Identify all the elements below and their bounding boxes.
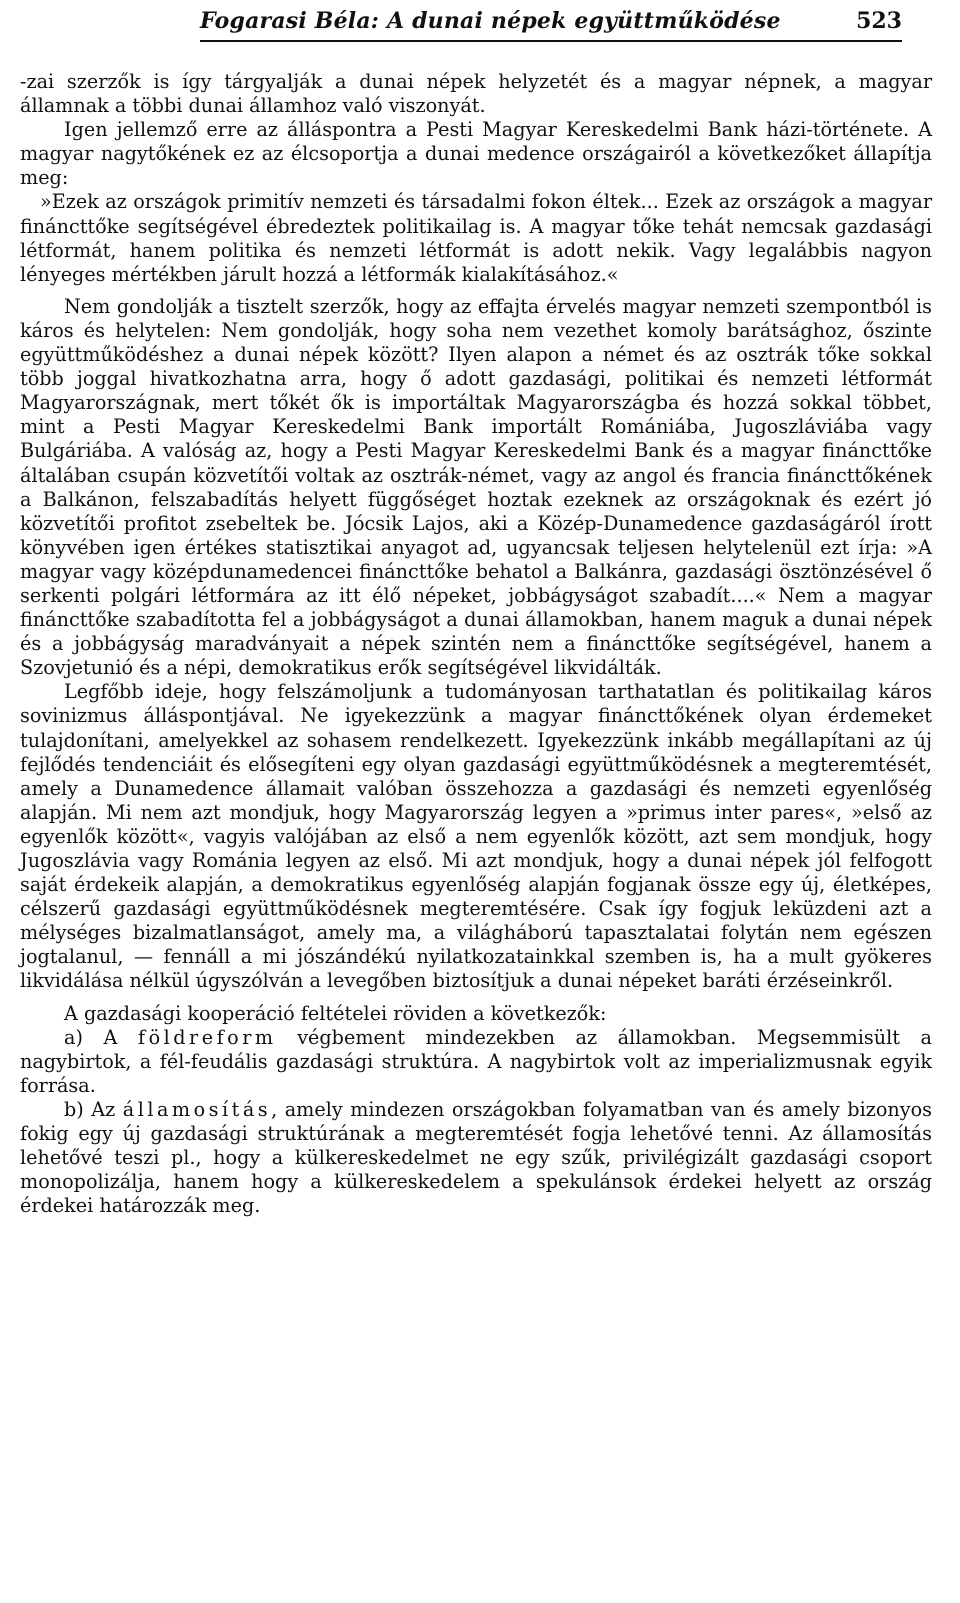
item-b-text: , amely mindezen országokban folyamatban van és amely bizonyos fokig egy új gazdasági struktúrának a megteremtését fogja lehetővé tenni. Az államosítás lehetővé teszi pl., hogy a külkereskedelmet ne egy szűk, privilégizált gazdasági csoport monopolizálja, hanem hogy a külkereskedelem a spekulánsok érdekei helyett az ország érdekei határozzák meg. — [20, 1097, 932, 1218]
page-header — [200, 4, 902, 42]
paragraph-2: Igen jellemző erre az álláspontra a Pesti Magyar Kereskedelmi Bank házi-története. A magyar nagytőkének ez az élcsoportja a dunai medence országairól a következőket állapítja meg: — [20, 118, 932, 190]
paragraph-1: -zai szerzők is így tárgyalják a dunai népek helyzetét és a magyar népnek, a magyar államnak a többi dunai államhoz való viszonyát. — [20, 70, 932, 118]
item-a-label: a) — [64, 1025, 83, 1049]
quote-paragraph: »Ezek az országok primitív nemzeti és társadalmi fokon éltek... Ezek az országok a magyar fináncttőke segítségével ébredeztek politikailag is. A magyar tőke tehát nemcsak gazdasági létformát, hanem politika és nemzeti létformát is adott nekik. Vagy legalábbis nagyon lényeges mértékben járult hozzá a létformák kialakításához.« — [20, 190, 932, 286]
paragraph-4: Legfőbb ideje, hogy felszámoljunk a tudományosan tarthatatlan és politikailag káros sovinizmus álláspontjával. Ne igyekezzünk a magyar fináncttőkének olyan érdemeket tulajdonítani, amelyekkel az sohasem rendelkezett. Igyekezzünk inkább megállapítani az új fejlődés tendenciáit és elősegíteni egy olyan gazdasági együttműködésnek a megteremtését, amely a Dunamedence államait valóban összehozza a gazdasági és nemzeti egyenlőség alapján. Mi nem azt mondjuk, hogy Magyarország legyen a »primus inter pares«, »első az egyenlők között«, vagyis valójában az első a nem egyenlők között, azt sem mondjuk, hogy Jugoszlávia vagy Románia legyen az első. Mi azt mondjuk, hogy a dunai népek jól felfogott saját érdekeik alapján, a demokratikus egyenlőség alapján fogjanak össze egy új, életképes, célszerű gazdasági együttműködésnek megteremtésére. Csak így fogjuk leküzdeni azt a mélységes bizalmatlanságot, amely ma, a világháború tapasztalatai folytán nem egészen jogtalanul, — fennáll a mi jószándékú nyilatkozatainkkal szemben is, ha a mult gyökeres likvidálása nélkül úgyszólván a levegőben biztosítjuk a dunai népeket baráti érzéseinkről. — [20, 680, 932, 993]
list-item-b — [20, 1098, 932, 1218]
item-a-text: végbement mindezekben az államokban. Megsemmisült a nagybirtok, a fél-feudális gazdasági struktúra. A nagybirtok volt az imperializmusnak egyik forrása. — [20, 1025, 933, 1097]
list-item-a — [20, 1026, 932, 1098]
running-title: Fogarasi Béla: A dunai népek együttműködése — [200, 8, 781, 34]
item-b-keyword: államosítás — [122, 1097, 272, 1121]
item-a-lead: A — [103, 1025, 118, 1049]
item-b-label: b) — [64, 1097, 84, 1121]
paragraph-3: Nem gondolják a tisztelt szerzők, hogy az effajta érvelés magyar nemzeti szempontból is káros és helytelen: Nem gondolják, hogy soha nem vezethet komoly barátsághoz, őszinte együttműködéshez a dunai népek között? Ilyen alapon a német és az osztrák tőke sokkal több joggal hivatkozhatna arra, hogy ő adott gazdasági, politikai és nemzeti létformát Magyarországnak, mert tőkét ők is importáltak Magyarországba és hozzá sokkal többet, mint a Pesti Magyar Kereskedelmi Bank importált Romániába, Jugoszláviába vagy Bulgáriába. A valóság az, hogy a Pesti Magyar Kereskedelmi Bank és a magyar fináncttőke általában csupán közvetítői voltak az osztrák-német, vagy az angol és francia fináncttőkének a Balkánon, felszabadítás helyett függőséget hoztak ezeknek az országoknak és ezért jó közvetítői profitot zsebeltek be. Jócsik Lajos, aki a Közép-Dunamedence gazdaságáról írott könyvében igen értékes statisztikai anyagot ad, ugyancsak teljesen helytelenül ezt írja: »A magyar vagy középdunamedencei fináncttőke behatol a Balkánra, gazdasági ösztönzésével ő serkenti polgári létformára az itt élő népeket, jobbágyságot szabadít....« Nem a magyar fináncttőke szabadította fel a jobbágyságot a dunai államokban, hanem maguk a dunai népek és a jobbágyság maradványait a népek szintén nem a fináncttőke segítségével, hanem a Szovjetunió és a népi, demokratikus erők segítségével likvidálták. — [20, 294, 932, 680]
paragraph-5: A gazdasági kooperáció feltételei röviden a következők: — [64, 1001, 607, 1025]
item-a-keyword: földreform — [137, 1025, 277, 1049]
item-b-lead: Az — [91, 1097, 116, 1121]
page-number: 523 — [856, 8, 902, 34]
body-text — [20, 70, 932, 1218]
